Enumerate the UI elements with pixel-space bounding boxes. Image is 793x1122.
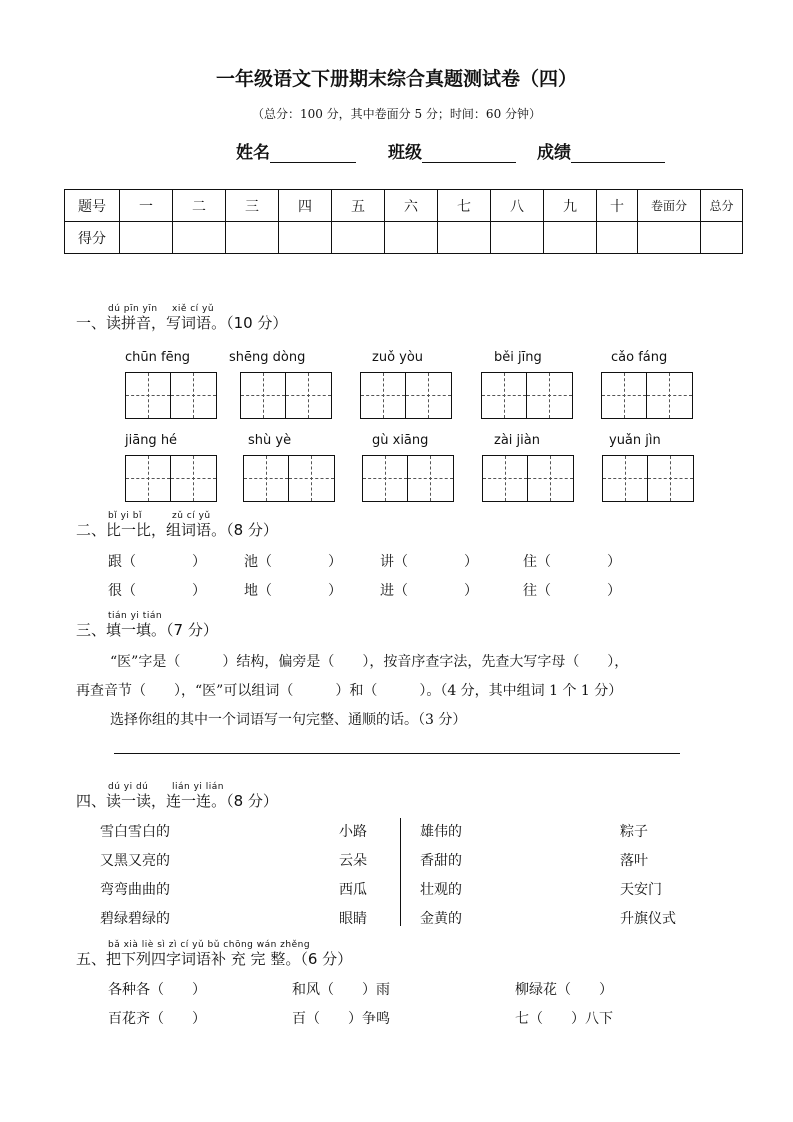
compare-item[interactable]: 进（ ） — [380, 583, 478, 599]
pinyin-word: shù yè — [248, 433, 292, 448]
score-input-cell[interactable] — [438, 222, 491, 254]
score-field[interactable] — [537, 138, 665, 163]
fill-line[interactable]: 再查音节（ ），“医”可以组词（ ）和（ ）。（4 分，其中组词 1 个 1 分） — [76, 683, 623, 699]
match-item[interactable]: 弯弯曲曲的 — [100, 882, 170, 898]
pinyin-word: jiāng hé — [125, 433, 178, 448]
score-input-cell[interactable] — [332, 222, 385, 254]
pinyin-word: běi jīng — [494, 350, 542, 365]
pinyin-word: cǎo fáng — [611, 350, 668, 365]
writing-grid[interactable] — [125, 455, 217, 502]
page-subtitle: （总分：100 分，其中卷面分 5 分；时间：60 分钟） — [251, 107, 542, 121]
section5-heading: 五、把下列四字词语补 充 完 整。（6 分） — [76, 950, 353, 968]
pinyin-annotation: bǎ xià liè sì zì cí yǔ bǔ chōng wán zhěng — [108, 940, 311, 950]
writing-grid[interactable] — [601, 372, 693, 419]
writing-grid[interactable] — [125, 372, 217, 419]
score-input-cell[interactable] — [638, 222, 701, 254]
match-item[interactable]: 落叶 — [620, 853, 648, 869]
match-item[interactable]: 天安门 — [620, 882, 662, 898]
score-input-cell[interactable] — [385, 222, 438, 254]
pinyin-annotation: xiě cí yǔ — [172, 304, 215, 314]
idiom-item[interactable]: 七（ ）八下 — [515, 1011, 613, 1027]
compare-item[interactable]: 很（ ） — [108, 583, 206, 599]
compare-item[interactable]: 跟（ ） — [108, 554, 206, 570]
match-item[interactable]: 小路 — [339, 824, 367, 840]
table-cell: 八 — [491, 190, 544, 222]
score-input-cell[interactable] — [597, 222, 638, 254]
table-cell: 六 — [385, 190, 438, 222]
match-item[interactable]: 西瓜 — [339, 882, 367, 898]
table-cell: 卷面分 — [638, 190, 701, 222]
match-item[interactable]: 雪白雪白的 — [100, 824, 170, 840]
match-item[interactable]: 壮观的 — [420, 882, 462, 898]
section4-heading: 四、读一读，连一连。（8 分） — [76, 792, 278, 810]
section3-heading: 三、填一填。（7 分） — [76, 621, 218, 639]
class-field[interactable] — [388, 138, 516, 163]
idiom-item[interactable]: 各种各（ ） — [108, 982, 206, 998]
writing-grid[interactable] — [243, 455, 335, 502]
table-cell: 题号 — [65, 190, 120, 222]
table-cell: 得分 — [65, 222, 120, 254]
table-cell: 十 — [597, 190, 638, 222]
pinyin-annotation: tián yi tián — [108, 611, 163, 621]
section1-heading: 一、读拼音，写词语。（10 分） — [76, 314, 288, 332]
answer-line[interactable] — [114, 753, 680, 754]
score-table-header-row — [65, 190, 743, 222]
pinyin-word: shēng dòng — [229, 350, 306, 365]
pinyin-annotation: zǔ cí yǔ — [172, 511, 211, 521]
writing-grid[interactable] — [360, 372, 452, 419]
match-item[interactable]: 碧绿碧绿的 — [100, 911, 170, 927]
match-item[interactable]: 香甜的 — [420, 853, 462, 869]
score-input-cell[interactable] — [491, 222, 544, 254]
writing-grid[interactable] — [482, 455, 574, 502]
table-cell: 四 — [279, 190, 332, 222]
score-input-cell[interactable] — [120, 222, 173, 254]
name-blank[interactable] — [270, 144, 356, 163]
idiom-item[interactable]: 和风（ ）雨 — [292, 982, 390, 998]
match-item[interactable]: 眼睛 — [339, 911, 367, 927]
score-table-score-row — [65, 222, 743, 254]
section2-heading: 二、比一比，组词语。（8 分） — [76, 521, 278, 539]
table-cell: 二 — [173, 190, 226, 222]
pinyin-annotation: lián yi lián — [172, 782, 224, 792]
compare-item[interactable]: 地（ ） — [244, 583, 342, 599]
compare-item[interactable]: 讲（ ） — [380, 554, 478, 570]
pinyin-word: chūn fēng — [125, 350, 191, 365]
writing-grid[interactable] — [240, 372, 332, 419]
instruction-text: 选择你组的其中一个词语写一句完整、通顺的话。（3 分） — [110, 712, 467, 728]
writing-grid[interactable] — [362, 455, 454, 502]
pinyin-word: gù xiāng — [372, 433, 429, 448]
page-title: 一年级语文下册期末综合真题测试卷（四） — [215, 68, 577, 90]
writing-grid[interactable] — [602, 455, 694, 502]
score-label: 成绩 — [537, 143, 571, 163]
column-divider — [400, 818, 401, 926]
table-cell: 总分 — [701, 190, 743, 222]
table-cell: 七 — [438, 190, 491, 222]
fill-line[interactable]: “医”字是（ ）结构，偏旁是（ ），按音序查字法，先查大写字母（ ）， — [110, 654, 629, 670]
score-blank[interactable] — [571, 144, 665, 163]
pinyin-word: zuǒ yòu — [372, 350, 424, 365]
table-cell: 五 — [332, 190, 385, 222]
score-input-cell[interactable] — [173, 222, 226, 254]
score-table — [64, 189, 743, 254]
match-item[interactable]: 粽子 — [620, 824, 648, 840]
score-input-cell[interactable] — [226, 222, 279, 254]
idiom-item[interactable]: 百花齐（ ） — [108, 1011, 206, 1027]
class-blank[interactable] — [422, 144, 516, 163]
idiom-item[interactable]: 柳绿花（ ） — [515, 982, 613, 998]
match-item[interactable]: 又黑又亮的 — [100, 853, 170, 869]
pinyin-annotation: dú yi dú — [108, 782, 149, 792]
class-label: 班级 — [388, 143, 422, 163]
pinyin-annotation: dú pīn yīn — [108, 304, 158, 314]
name-label: 姓名 — [236, 143, 270, 163]
compare-item[interactable]: 池（ ） — [244, 554, 342, 570]
writing-grid[interactable] — [481, 372, 573, 419]
match-item[interactable]: 雄伟的 — [420, 824, 462, 840]
table-cell: 一 — [120, 190, 173, 222]
match-item[interactable]: 金黄的 — [420, 911, 462, 927]
match-item[interactable]: 升旗仪式 — [620, 911, 676, 927]
score-input-cell[interactable] — [701, 222, 743, 254]
pinyin-word: zài jiàn — [494, 433, 540, 448]
compare-item[interactable]: 住（ ） — [523, 554, 621, 570]
compare-item[interactable]: 往（ ） — [523, 583, 621, 599]
score-input-cell[interactable] — [279, 222, 332, 254]
idiom-item[interactable]: 百（ ）争鸣 — [292, 1011, 390, 1027]
table-cell: 三 — [226, 190, 279, 222]
match-item[interactable]: 云朵 — [339, 853, 367, 869]
table-cell: 九 — [544, 190, 597, 222]
name-field[interactable] — [236, 138, 356, 163]
score-input-cell[interactable] — [544, 222, 597, 254]
pinyin-word: yuǎn jìn — [609, 433, 661, 448]
pinyin-annotation: bǐ yi bǐ — [108, 511, 142, 521]
